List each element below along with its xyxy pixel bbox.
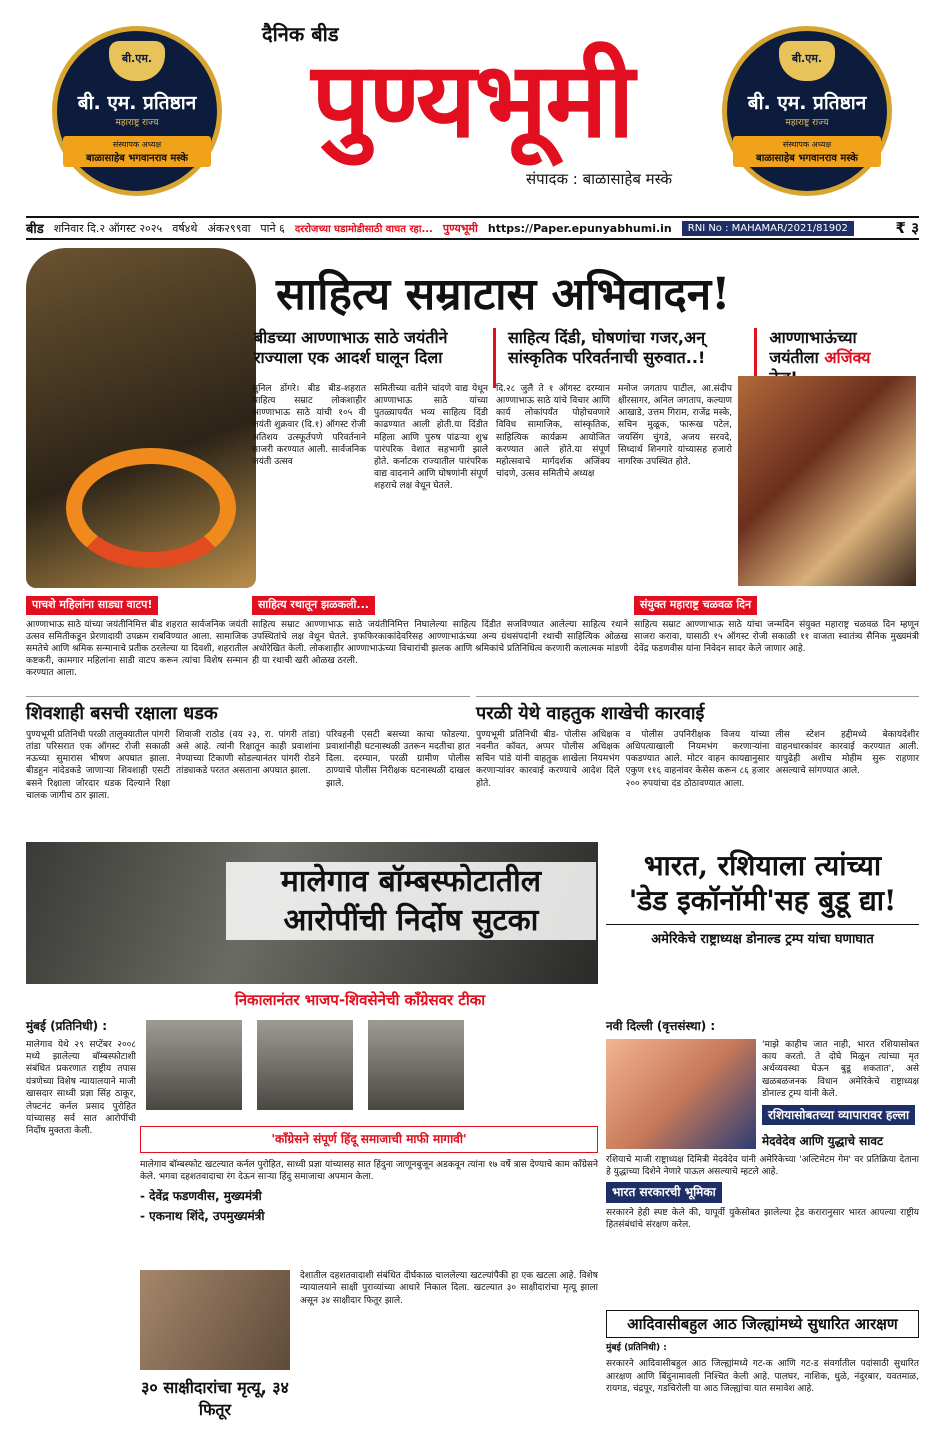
- malegaon-headline: मालेगाव बॉम्बस्फोटातील आरोपींची निर्दोष सुटका: [226, 862, 596, 940]
- badge-name: बी. एम. प्रतिष्ठान: [747, 92, 867, 114]
- tribal-headline: आदिवासीबहुल आठ जिल्ह्यांमध्ये सुधारित आरक्षण: [606, 1310, 919, 1338]
- newspaper-title: पुण्यभूमी: [311, 38, 633, 161]
- dateline-pages: पाने ६: [260, 221, 285, 235]
- badge-founder-name: बाळासाहेब भगवानराव मस्के: [756, 153, 858, 164]
- russia-dateline: नवी दिल्ली (वृत्तसंस्था) :: [606, 1019, 716, 1033]
- hero-sub-1: बीडच्या आण्णाभाऊ साठे जयंतीने राज्याला एक आदर्श घालून दिला: [254, 328, 496, 388]
- strip-title-1: पाचशे महिलांना साड्या वाटप!: [26, 596, 158, 615]
- badge-state: महाराष्ट्र राज्य: [115, 118, 159, 128]
- strip-saree-distribution: [26, 596, 248, 690]
- parli-col-3: लीस स्टेशन हद्दीमध्ये बेकायदेशीर वाहनधारकांवर कारवाई करण्यात आली. यापुढेही अशीच मोहीम सुरू राहणार असल्याचे सांगण्यात आले.: [775, 730, 920, 777]
- bm-pratishthan-logo: [52, 26, 222, 196]
- hero-sub-3a: आण्णाभाऊंच्या जयंतीला: [769, 328, 857, 367]
- bm-pratishthan-logo-right: [722, 26, 892, 196]
- crown-icon: बी.एम.: [779, 41, 835, 81]
- portrait-photo: [368, 1020, 464, 1110]
- rni-number: RNI No : MAHAMAR/2021/81902: [682, 221, 854, 236]
- hero-col-4: मनोज जगताप पाटील, आ.संदीप क्षीरसागर, अनिल जगताप, कल्याण आखाडे, उत्तम गिराम, राजेंद्र मस्के, सचिन मुळूक, फारूख पटेल, जयसिंग चुंगडे, अजय सरवदे, सिध्दार्थ शिनगारे यांच्यासह हजारो नागरिक उपस्थित होते.: [618, 384, 732, 467]
- signoff-shinde: - एकनाथ शिंदे, उपमुख्यमंत्री: [140, 1209, 265, 1224]
- shivshahi-col-3: परिवहनी एसटी बसच्या काचा फोडल्या. प्रवाशांनीही घटनास्थळी उतरून मदतीचा हात दिला. दरम्यान, परळी ग्रामीण पोलीस ठाण्याचे पोलीस निरीक्षक घटनास्थळी दाखल झाले.: [326, 730, 470, 789]
- portrait-photo: [257, 1020, 353, 1110]
- strip-text-3: साहित्य सम्राट आण्णाभाऊ साठे यांचा जन्मदिन संयुक्त महाराष्ट्र चळवळ दिन म्हणून साजरा करावा, यासाठी १५ ऑगस्ट रोजी सकाळी ११ वाजता स्वातंत्र्य सैनिक मुख्यमंत्री देवेंद्र फडणवीस यांना निवेदन सादर केले जाणार आहे.: [634, 619, 919, 655]
- badge-founder-label: संस्थापक अध्यक्ष: [782, 140, 832, 149]
- dateline-bar: [26, 216, 919, 240]
- hero-sub-2: साहित्य दिंडी, घोषणांचा गजर,अन् सांस्कृतिक परिवर्तनाची सुरुवात..!: [508, 328, 757, 388]
- hero-columns: [252, 383, 732, 492]
- price: ₹ ३: [895, 219, 919, 237]
- procession-photo: [738, 376, 916, 586]
- parli-col-1: पुण्यभूमी प्रतिनिधी बीड- पोलीस अधिक्षक नवनीत कॉवत, अप्पर पोलीस अधिक्षक सचिन पांडे यांनी वाहतुक शाखेला नियमभंग करणाऱ्यांवर कारवाई करण्याचे आदेश दिले होते.: [476, 730, 620, 789]
- hero-headline: साहित्य सम्राटास अभिवादन!: [276, 269, 731, 320]
- hero-sub-3b: अजिंक्य: [824, 348, 871, 367]
- strip-title-3: संयुक्त महाराष्ट्र चळवळ दिन: [634, 596, 757, 615]
- badge-founder-label: संस्थापक अध्यक्ष: [112, 140, 162, 149]
- website-link[interactable]: https://Paper.epunyabhumi.in: [487, 221, 672, 235]
- russia-text-3: सरकारने हेही स्पष्ट केले की, यापूर्वी युकेसोबत झालेल्या ट्रेड करारानुसार भारत आपल्या राष्ट्रीय हितसंबंधांचे संरक्षण करेल.: [606, 1208, 919, 1231]
- daily-tag: दैनिक बीड: [262, 22, 339, 46]
- dateline-tagline: दररोजच्या घडामोडीसाठी वाचत रहा...: [294, 224, 433, 235]
- malegaon-col-2: [140, 1014, 598, 1229]
- malegaon-col-1: [26, 1014, 136, 1138]
- garland-decoration: [66, 448, 236, 568]
- witness-text: देशातील दहशतवादाशी संबंधित दीर्घकाळ चाललेल्या खटल्यांपैकी हा एक खटला आहे. विशेष न्यायालयाने साक्षी पुराव्यांच्या आधारे निकाल दिला. खटल्यात ३० साक्षीदारांचा मृत्यू झाला असून ३४ साक्षीदार फितूर झाले.: [300, 1271, 598, 1306]
- medvedev-subhead: मेदवेदेव आणि युद्धाचे सावट: [762, 1134, 884, 1149]
- hero-col-1: सुनिल डोंगरे। बीड बीड-शहरात साहित्य सम्राट लोकशाहीर आण्णाभाऊ साठे यांची १०५ वी जयंती शुक्रवार (दि.१) ऑगस्ट रोजी अतिशय उत्स्फूर्तपणे परिवर्तनाने साजरी करण्यात आली. सार्वजनिक जयंती उत्सव: [252, 384, 366, 467]
- shivshahi-col-1: पुण्यभूमी प्रतिनिधी परळी तालुक्यातील पांगरी तांडा परिसरात एक ऑगस्ट रोजी सकाळी नऊच्या सुमारास भीषण अपघात झाला. बीडहून नांदेडकडे जाणाऱ्या शिवशाही एसटी बसने रिक्षाला जोरदार धडक दिल्याने रिक्षा चालक जागीच ठार झाला.: [26, 730, 170, 801]
- russia-body: [606, 1014, 919, 1232]
- strip-sahitya-rath: [252, 596, 628, 690]
- witness-headline: ३० साक्षीदारांचा मृत्यू, ३४ फितूर: [141, 1378, 289, 1419]
- strip-text-1: आण्णाभाऊ साठे यांच्या जयंतीनिमित्त बीड शहरात सार्वजनिक जयंती उत्सव समितीकडून प्रेरणादायी उपक्रम राबविण्यात आला. सामाजिक समतेचे आणि श्रमिक सन्मानाचे प्रतीक ठरलेल्या या दिवशी, शहरातील कष्टकरी, कामगार महिलांना साडी वाटप करून त्यांचा विशेष सन्मान करण्यात आला.: [26, 619, 248, 679]
- malegaon-text-1: मालेगाव येथे २९ सप्टेंबर २००८ मध्ये झालेल्या बॉम्बस्फोटाशी संबंधित प्रकरणात राष्ट्रीय तपास यंत्रणेच्या विशेष न्यायालयाने माजी खासदार साध्वी प्रज्ञा सिंह ठाकूर, लेफ्टनंट कर्नल प्रसाद पुरोहित यांच्यासह सर्व सात आरोपींची निर्दोष मुक्तता केली.: [26, 1039, 136, 1137]
- trump-russia-story: [606, 848, 919, 947]
- badge-name: बी. एम. प्रतिष्ठान: [77, 92, 197, 114]
- strip-samyukta-maharashtra: [634, 596, 919, 690]
- malegaon-dateline: मुंबई (प्रतिनिधी) :: [26, 1019, 108, 1033]
- badge-state: महाराष्ट्र राज्य: [785, 118, 829, 128]
- tribal-text: सरकारने आदिवासीबहुल आठ जिल्ह्यांमध्ये गट-क आणि गट-ड संवर्गातील पदांसाठी सुधारित आरक्षण आणि बिंदुनामावली निश्चित केली आहे. पालघर, नाशिक, धुळे, नंदुरबार, यवतमाळ, रायगड, चंद्रपूर, गडचिरोली या आठ जिल्ह्यांचा यात समावेश आहे.: [606, 1359, 919, 1395]
- portrait-photo: [146, 1020, 242, 1110]
- witness-deaths-story: [140, 1270, 598, 1446]
- russia-headline-1: भारत, रशियाला त्यांच्या: [643, 849, 882, 882]
- title-block: [262, 14, 682, 188]
- strip-title-2: साहित्य रथातून झळकली...: [252, 596, 375, 615]
- pull-quote: 'काँग्रेसने संपूर्ण हिंदू समाजाची माफी मागावी': [140, 1126, 598, 1153]
- hero-col-2: समितीच्या वतीने चांदणे वाद्य येथून आण्णाभाऊ साठे यांच्या पुतळ्यापर्यंत भव्य साहित्य दिंडी काढण्यात आली होती.या दिंडीत महिला आणि पुरुष पांढऱ्या शुभ्र पारंपरिक वेशात सहभागी झाले होते. कर्नाटक राज्यातील पारंपरिक वाद्य वादनाने आणि घोषणांनी संपूर्ण शहराचे लक्ष वेधून घेतले.: [374, 384, 488, 492]
- dateline-volume: वर्ष४थे: [172, 221, 198, 235]
- russia-text-2: रशियाचे माजी राष्ट्राध्यक्ष दिमित्री मेदवेदेव यांनी अमेरिकेच्या 'अल्टिमेटम गेम' वर प्रतिक्रिया देताना हे युद्धाच्या दिशेने नेणारे पाऊल असल्याचे म्हटले आहे.: [606, 1154, 919, 1178]
- dateline-date: शनिवार दि.२ ऑगस्ट २०२५: [53, 221, 163, 235]
- badge-founder-name: बाळासाहेब भगवानराव मस्के: [86, 153, 188, 164]
- malegaon-blast-photo: [26, 842, 598, 984]
- editor-line: संपादक : बाळासाहेब मस्के: [525, 170, 672, 188]
- signoff-fadnavis: - देवेंद्र फडणवीस, मुख्यमंत्री: [140, 1188, 262, 1203]
- badge-ribbon: [733, 136, 881, 167]
- russia-headline-2: 'डेड इकॉनॉमी'सह बुडू द्या!: [628, 884, 897, 917]
- shivshahi-col-2: शिवाजी राठोड (वय २३, रा. पांगरी तांडा) असे आहे. त्यांनी रिक्षातून काही प्रवाशांना नेण्याच्या टिकाणी सोडल्यानंतर पांगरी रोडने तांड्याकडे परतत असताना अपघात झाला.: [176, 730, 320, 777]
- trump-photo: [606, 1039, 756, 1149]
- malegaon-subhead: निकालानंतर भाजप-शिवसेनेची काँग्रेसवर टीका: [234, 991, 486, 1009]
- dateline-issue: अंक२९९वा: [207, 221, 251, 235]
- russia-subhead: अमेरिकेचे राष्ट्राध्यक्ष डोनाल्ड ट्रम्प यांचा घणाघात: [606, 924, 919, 947]
- tribal-dateline: मुंबई (प्रतिनिधी) :: [606, 1343, 667, 1353]
- russia-text-1: 'माझे काहीच जात नाही, भारत रशियासोबत काय करतो. ते दोघे मिळून त्यांच्या मृत अर्थव्यवस्था घेऊन बुडू शकतात', असे खळबळजनक विधान अमेरिकेचे राष्ट्राध्यक्ष डोनाल्ड ट्रम्प यांनी केले.: [762, 1039, 919, 1100]
- hero-story: [26, 248, 919, 592]
- badge-ribbon: [63, 136, 211, 167]
- dateline-city: बीड: [26, 222, 44, 237]
- crown-icon: बी.एम.: [109, 41, 165, 81]
- malegaon-text-2: मालेगाव बॉम्बस्फोट खटल्यात कर्नल पुरोहित, साध्वी प्रज्ञा यांच्यासह सात हिंदुना जाणूनबुजून अडकवून त्यांना १७ वर्षे त्रास देण्याचे काम काँग्रेसने केले. भगवा दहशतवादाचा रंग देऊन साऱ्या हिंदु समाजाचा अपमान केला.: [140, 1159, 598, 1183]
- masthead: [0, 0, 945, 210]
- shivshahi-headline: शिवशाही बसची रक्षाला धडक: [26, 703, 218, 724]
- witness-photo: [140, 1270, 290, 1370]
- strip-text-2: साहित्य सम्राट आण्णाभाऊ साठे जयंतीनिमित्त निघालेल्या साहित्य दिंडीत सजविण्यात आलेल्या साहित्य रथाने उपस्थितांचे लक्ष वेधून घेतले. इफफिरकाकांदेवरिसह आण्णाभाऊंच्या अन्य ग्रंथसंपदांनी रथाची साहित्यिक ओळख अधोरेखित केली. लोकशाहीर आण्णाभाऊंच्या विचारांची झलक आणि श्रमिकांचे प्रतिनिधित्व करणारी कलात्मक मांडणी ही या रथाची खरी ओळख ठरली.: [252, 619, 628, 667]
- parli-col-2: व पोलीस उपनिरीक्षक विजय यांच्या अधिपत्याखाली नियमभंग करणाऱ्यांना पकडण्यात आले. मोटर वाहन कायद्यानुसार एकुण ११६ वाहनांवर केसेस करून ८६ हजार २०० रुपयांचा दंड ठोठावण्यात आला.: [625, 730, 770, 789]
- hero-col-3: दि.२८ जुलै ते १ ऑगस्ट दरम्यान आण्णाभाऊ साठे यांचे विचार आणि कार्य लोकांपर्यंत पोहोचवणारे विविध सामाजिक, सांस्कृतिक, साहित्यिक कार्यक्रम आयोजित करण्यात आले होते.या संपूर्ण महोत्सवाचे मार्गदर्शक अजिंक्य चांदणे, उत्सव समितीचे अध्यक्ष: [496, 384, 610, 479]
- mini-logo: पुण्यभूमी: [442, 221, 478, 235]
- parli-headline: परळी येथे वाहतुक शाखेची कारवाई: [476, 703, 705, 724]
- shivshahi-story: [26, 696, 470, 836]
- parli-traffic-story: [476, 696, 919, 836]
- trump-photo-caption: रशियासोबतच्या व्यापारावर हल्ला: [762, 1105, 915, 1126]
- tribal-reservation-story: [606, 1310, 919, 1396]
- india-govt-subhead: भारत सरकारची भूमिका: [606, 1182, 722, 1203]
